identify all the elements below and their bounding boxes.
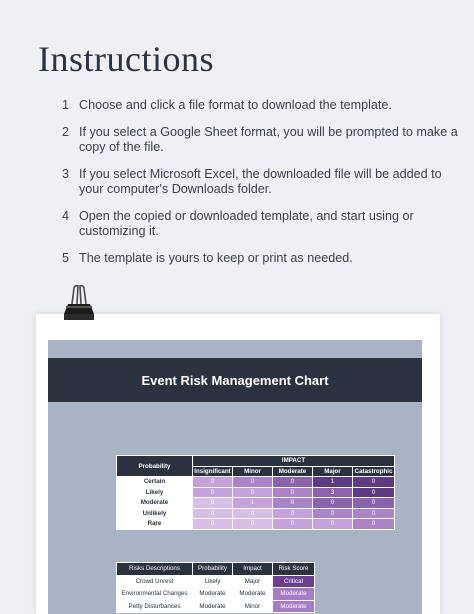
matrix-cell: 0 [353,477,395,488]
matrix-cell: 0 [273,487,313,498]
step-text: The template is yours to keep or print as needed. [79,251,353,265]
risk-probability: Moderate [193,588,233,601]
matrix-row-label: Likely [117,487,193,498]
instruction-step [62,209,462,239]
risk-table-header: Probability [193,563,233,576]
risk-impact: Major [233,575,273,588]
matrix-cell: 0 [233,477,273,488]
risk-description: Crowd Unrest [117,575,193,588]
risk-score: Moderate [273,600,315,613]
instruction-step [62,98,462,113]
step-number: 3 [62,167,70,181]
binder-clip-icon [60,284,98,328]
risk-table-header: Risks Descriptions [117,563,193,576]
table-row [117,575,315,588]
impact-header: IMPACT [193,456,395,467]
step-number: 4 [62,209,70,223]
risk-impact: Moderate [233,588,273,601]
matrix-cell: 0 [193,498,233,509]
matrix-row [117,519,395,530]
matrix-cell: 1 [313,477,353,488]
risk-table-header: Impact [233,563,273,576]
matrix-cell: 1 [233,498,273,509]
matrix-cell: 0 [353,508,395,519]
step-text: Open the copied or downloaded template, and start using or customizing it. [79,209,414,238]
matrix-cell: 0 [193,519,233,530]
matrix-cell: 0 [233,519,273,530]
matrix-cell: 0 [353,498,395,509]
impact-level-header: Moderate [273,466,313,477]
risk-description: Environmental Changes [117,588,193,601]
chart-banner-title: Event Risk Management Chart [48,358,422,402]
matrix-row-label: Certain [117,477,193,488]
impact-level-header: Minor [233,466,273,477]
impact-level-header: Insignificant [194,467,231,475]
matrix-cell: 0 [193,508,233,519]
matrix-row-label: Moderate [117,498,193,509]
matrix-row [117,508,395,519]
impact-level-header: Catastrophic [353,466,395,477]
impact-level-header: Major [313,466,353,477]
risk-probability: Likely [193,575,233,588]
risk-score: Critical [273,575,315,588]
instruction-steps [62,98,462,278]
step-text: If you select a Google Sheet format, you will be prompted to make a copy of the file. [79,125,458,154]
table-row [117,588,315,601]
matrix-row-label: Unlikely [117,508,193,519]
matrix-cell: 0 [273,477,313,488]
matrix-cell: 0 [313,508,353,519]
matrix-row [117,477,395,488]
matrix-cell: 0 [193,477,233,488]
matrix-cell: 0 [193,487,233,498]
risk-description-table [116,562,315,613]
matrix-cell: 0 [233,487,273,498]
instruction-step [62,167,462,197]
matrix-cell: 0 [353,487,395,498]
step-text: Choose and click a file format to download the template. [79,98,392,112]
instruction-step [62,251,462,266]
probability-header: Probability [117,456,193,477]
risk-matrix-table [116,455,395,530]
matrix-cell: 3 [313,487,353,498]
risk-impact: Minor [233,600,273,613]
matrix-cell: 0 [313,519,353,530]
step-text: If you select Microsoft Excel, the downloaded file will be added to your computer's Downloads folder. [79,167,442,196]
matrix-cell: 0 [273,508,313,519]
risk-score: Moderate [273,588,315,601]
matrix-cell: 0 [273,519,313,530]
matrix-row [117,487,395,498]
step-number: 2 [62,125,70,139]
risk-probability: Moderate [193,600,233,613]
table-row [117,600,315,613]
matrix-row-label: Rare [117,519,193,530]
page-title: Instructions [38,39,214,79]
risk-table-header: Risk Score [273,563,315,576]
matrix-cell: 0 [233,508,273,519]
step-number: 1 [62,98,70,112]
risk-description: Petty Disturbances [117,600,193,613]
matrix-row [117,498,395,509]
instruction-step [62,125,462,155]
matrix-cell: 0 [273,498,313,509]
matrix-cell: 0 [313,498,353,509]
matrix-cell: 0 [353,519,395,530]
step-number: 5 [62,251,70,265]
